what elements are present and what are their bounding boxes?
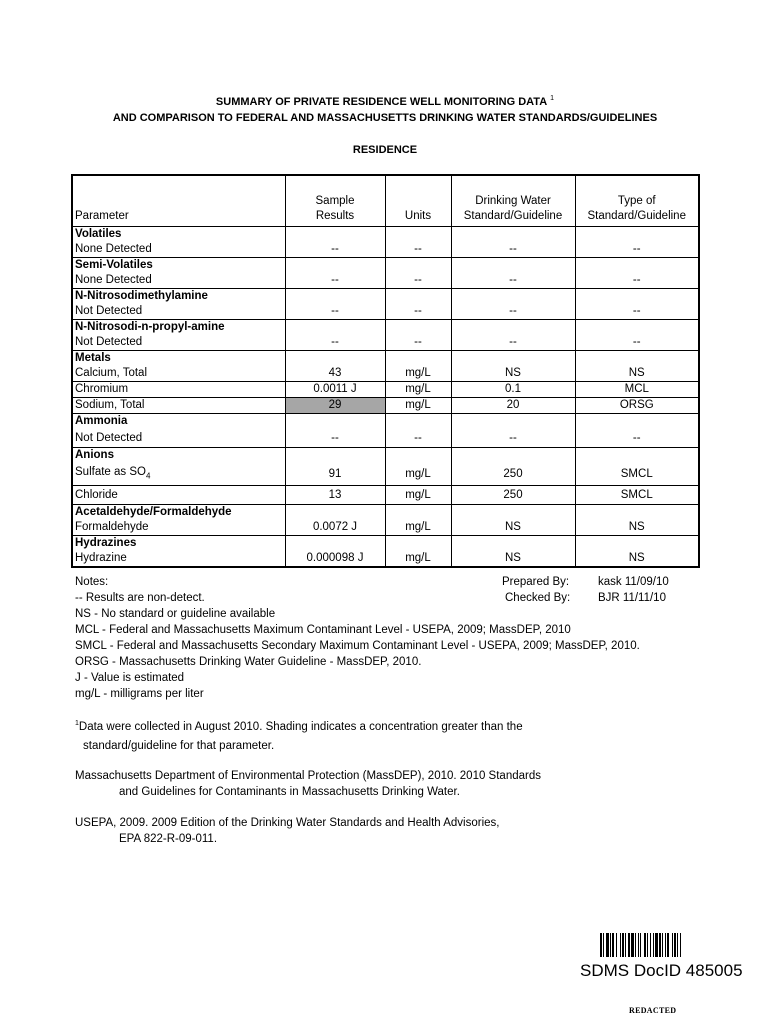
table-row (72, 304, 699, 320)
barcode-bar (662, 933, 663, 957)
standard-cell: NS (451, 551, 575, 567)
empty-cell (285, 320, 385, 336)
group-header-row (72, 320, 699, 336)
parameter-name: Formaldehyde (75, 521, 149, 534)
group-header-row (72, 258, 699, 274)
parameter-cell (72, 366, 285, 382)
type-cell: -- (575, 242, 699, 258)
group-header-row (72, 227, 699, 243)
units-cell: mg/L (385, 382, 451, 398)
barcode-bar (653, 933, 654, 957)
empty-cell (451, 227, 575, 243)
barcode-bar (665, 933, 666, 957)
empty-cell (575, 320, 699, 336)
standard-cell: -- (451, 335, 575, 351)
parameter-name: Sodium, Total (75, 399, 145, 411)
type-cell: -- (575, 273, 699, 289)
group-name: Volatiles (72, 227, 285, 243)
group-name: Anions (72, 448, 285, 464)
empty-cell (575, 448, 699, 464)
result-cell: 0.000098 J (285, 551, 385, 567)
group-header-row (72, 414, 699, 430)
group-header-row (72, 448, 699, 464)
group-name: Ammonia (72, 414, 285, 430)
empty-cell (575, 258, 699, 274)
empty-cell (451, 505, 575, 521)
footnote-text-2: standard/guideline for that parameter. (83, 739, 275, 752)
barcode-icon (600, 933, 718, 957)
standard-cell: 0.1 (451, 382, 575, 398)
result-cell: 29 (285, 398, 385, 414)
barcode-bar (616, 933, 617, 957)
title-footnote-mark: 1 (550, 95, 555, 102)
parameter-subscript: 4 (145, 471, 151, 481)
table-row (72, 463, 699, 486)
group-name: N-Nitrosodi-n-propyl-amine (72, 320, 285, 336)
empty-cell (451, 448, 575, 464)
empty-cell (285, 258, 385, 274)
units-cell: -- (385, 429, 451, 448)
type-cell: SMCL (575, 463, 699, 486)
barcode-bar (622, 933, 624, 957)
standard-cell: 250 (451, 486, 575, 505)
barcode-bar (600, 933, 602, 957)
empty-cell (451, 320, 575, 336)
reference-line: and Guidelines for Contaminants in Massachusetts Drinking Water. (119, 786, 460, 798)
group-header-row (72, 536, 699, 552)
empty-cell (285, 289, 385, 305)
units-cell: mg/L (385, 520, 451, 536)
type-cell: -- (575, 304, 699, 320)
empty-cell (385, 320, 451, 336)
barcode-bar (667, 933, 669, 957)
header-parameter: Parameter (72, 175, 285, 227)
empty-cell (285, 505, 385, 521)
note-line: J - Value is estimated (75, 672, 185, 684)
prepared-by-label: Prepared By: (502, 576, 570, 588)
reference-usepa (75, 815, 499, 847)
standard-cell: 20 (451, 398, 575, 414)
group-name: Acetaldehyde/Formaldehyde (72, 505, 285, 521)
prepared-by-value: kask 11/09/10 (598, 576, 669, 588)
units-cell: mg/L (385, 486, 451, 505)
barcode-bar (635, 933, 636, 957)
standard-cell: -- (451, 242, 575, 258)
empty-cell (451, 351, 575, 367)
table-row (72, 242, 699, 258)
result-cell: -- (285, 242, 385, 258)
barcode-bar (606, 933, 609, 957)
empty-cell (575, 536, 699, 552)
group-name: Metals (72, 351, 285, 367)
result-cell: 43 (285, 366, 385, 382)
barcode-bar (659, 933, 661, 957)
table-row (72, 366, 699, 382)
parameter-cell (72, 520, 285, 536)
barcode-bar (620, 933, 621, 957)
barcode-bar (628, 933, 630, 957)
parameter-name: None Detected (75, 274, 152, 286)
reference-line: Massachusetts Department of Environmental Protection (MassDEP), 2010. 2010 Standards (75, 770, 541, 782)
empty-cell (451, 414, 575, 430)
type-cell: SMCL (575, 486, 699, 505)
table-row (72, 486, 699, 505)
result-cell: -- (285, 273, 385, 289)
note-line: NS - No standard or guideline available (75, 608, 276, 620)
table-row (72, 520, 699, 536)
standard-cell: -- (451, 273, 575, 289)
barcode-bar (647, 933, 648, 957)
notes-heading: Notes: (75, 576, 109, 588)
empty-cell (451, 258, 575, 274)
units-cell: mg/L (385, 398, 451, 414)
barcode-bar (638, 933, 639, 957)
parameter-name: None Detected (75, 243, 152, 255)
parameter-cell (72, 429, 285, 448)
type-cell: MCL (575, 382, 699, 398)
result-cell: 13 (285, 486, 385, 505)
type-cell: NS (575, 366, 699, 382)
parameter-cell (72, 551, 285, 567)
empty-cell (285, 536, 385, 552)
parameter-name: Not Detected (75, 305, 143, 317)
empty-cell (451, 536, 575, 552)
barcode-bar (672, 933, 673, 957)
parameter-cell (72, 463, 285, 486)
header-standard: Drinking Water Standard/Guideline (451, 175, 575, 227)
parameter-cell (72, 398, 285, 414)
parameter-cell (72, 242, 285, 258)
empty-cell (385, 289, 451, 305)
type-cell: ORSG (575, 398, 699, 414)
footnote-mark: 1 (75, 720, 79, 727)
units-cell: -- (385, 304, 451, 320)
barcode-bar (644, 933, 646, 957)
parameter-cell (72, 273, 285, 289)
result-cell: 0.0072 J (285, 520, 385, 536)
empty-cell (575, 351, 699, 367)
empty-cell (385, 505, 451, 521)
reference-line: EPA 822-R-09-011. (119, 833, 218, 845)
barcode-bar (677, 933, 678, 957)
note-line: SMCL - Federal and Massachusetts Secondary Maximum Contaminant Level - USEPA, 2009; MassDEP, 2010. (75, 640, 640, 652)
footnote (75, 714, 523, 756)
parameter-name: Chromium (75, 383, 129, 395)
table-row (72, 429, 699, 448)
note-line: MCL - Federal and Massachusetts Maximum Contaminant Level - USEPA, 2009; MassDEP, 2010 (75, 624, 571, 636)
standard-cell: NS (451, 520, 575, 536)
barcode-bar (640, 933, 641, 957)
parameter-cell (72, 382, 285, 398)
header-units: Units (385, 175, 451, 227)
standard-cell: -- (451, 429, 575, 448)
parameter-cell (72, 304, 285, 320)
barcode-bar (631, 933, 634, 957)
barcode-bar (612, 933, 614, 957)
result-cell: -- (285, 335, 385, 351)
reference-massdep (75, 768, 541, 800)
empty-cell (575, 289, 699, 305)
footnote-text-1: Data were collected in August 2010. Shading indicates a concentration greater than the (78, 720, 523, 733)
group-name: Hydrazines (72, 536, 285, 552)
document-id: SDMS DocID 485005 (580, 961, 743, 980)
table-header-row (72, 175, 699, 227)
note-line: ORSG - Massachusetts Drinking Water Guideline - MassDEP, 2010. (75, 656, 422, 668)
empty-cell (385, 227, 451, 243)
document-title-line-1 (0, 95, 770, 108)
monitoring-data-table (71, 174, 700, 568)
units-cell: -- (385, 273, 451, 289)
empty-cell (285, 351, 385, 367)
checked-by-label: Checked By: (505, 592, 571, 604)
parameter-name: Not Detected (75, 336, 143, 348)
result-cell: -- (285, 429, 385, 448)
empty-cell (385, 414, 451, 430)
group-header-row (72, 289, 699, 305)
empty-cell (575, 227, 699, 243)
note-line: -- Results are non-detect. (75, 592, 205, 604)
group-header-row (72, 505, 699, 521)
units-cell: mg/L (385, 463, 451, 486)
parameter-name: Sulfate as SO (75, 466, 146, 478)
header-sample-results: Sample Results (285, 175, 385, 227)
document-title-line-2: AND COMPARISON TO FEDERAL AND MASSACHUSETTS DRINKING WATER STANDARDS/GUIDELINES (112, 112, 658, 124)
group-name: N-Nitrosodimethylamine (72, 289, 285, 305)
empty-cell (285, 227, 385, 243)
parameter-name: Not Detected (75, 432, 143, 444)
barcode-bar (680, 933, 681, 957)
header-type: Type of Standard/Guideline (575, 175, 699, 227)
units-cell: mg/L (385, 366, 451, 382)
empty-cell (451, 289, 575, 305)
empty-cell (575, 414, 699, 430)
empty-cell (285, 414, 385, 430)
table-row (72, 551, 699, 567)
checked-by-value: BJR 11/11/10 (598, 592, 666, 604)
units-cell: -- (385, 335, 451, 351)
empty-cell (285, 448, 385, 464)
parameter-cell (72, 335, 285, 351)
empty-cell (575, 505, 699, 521)
parameter-name: Chloride (75, 489, 118, 502)
table-row (72, 273, 699, 289)
units-cell: -- (385, 242, 451, 258)
barcode-bar (674, 933, 676, 957)
table-row (72, 398, 699, 414)
empty-cell (385, 536, 451, 552)
parameter-name: Hydrazine (75, 552, 127, 565)
barcode-bar (603, 933, 604, 957)
standard-cell: NS (451, 366, 575, 382)
result-cell: 0.0011 J (285, 382, 385, 398)
parameter-name: Calcium, Total (75, 367, 148, 379)
type-cell: -- (575, 335, 699, 351)
standard-cell: -- (451, 304, 575, 320)
redacted-stamp: REDACTED (629, 1006, 677, 1015)
units-cell: mg/L (385, 551, 451, 567)
table-row (72, 335, 699, 351)
barcode-bar (655, 933, 658, 957)
empty-cell (385, 448, 451, 464)
empty-cell (385, 258, 451, 274)
type-cell: -- (575, 429, 699, 448)
title-text: SUMMARY OF PRIVATE RESIDENCE WELL MONITORING DATA (215, 96, 548, 108)
result-cell: 91 (285, 463, 385, 486)
table-row (72, 382, 699, 398)
barcode-bar (625, 933, 626, 957)
group-header-row (72, 351, 699, 367)
type-cell: NS (575, 551, 699, 567)
group-name: Semi-Volatiles (72, 258, 285, 274)
standard-cell: 250 (451, 463, 575, 486)
reference-line: USEPA, 2009. 2009 Edition of the Drinking Water Standards and Health Advisories, (75, 817, 500, 829)
barcode-bar (610, 933, 611, 957)
parameter-cell (72, 486, 285, 505)
document-subtitle: RESIDENCE (352, 144, 418, 156)
empty-cell (385, 351, 451, 367)
note-line: mg/L - milligrams per liter (75, 688, 204, 700)
result-cell: -- (285, 304, 385, 320)
type-cell: NS (575, 520, 699, 536)
barcode-bar (650, 933, 651, 957)
